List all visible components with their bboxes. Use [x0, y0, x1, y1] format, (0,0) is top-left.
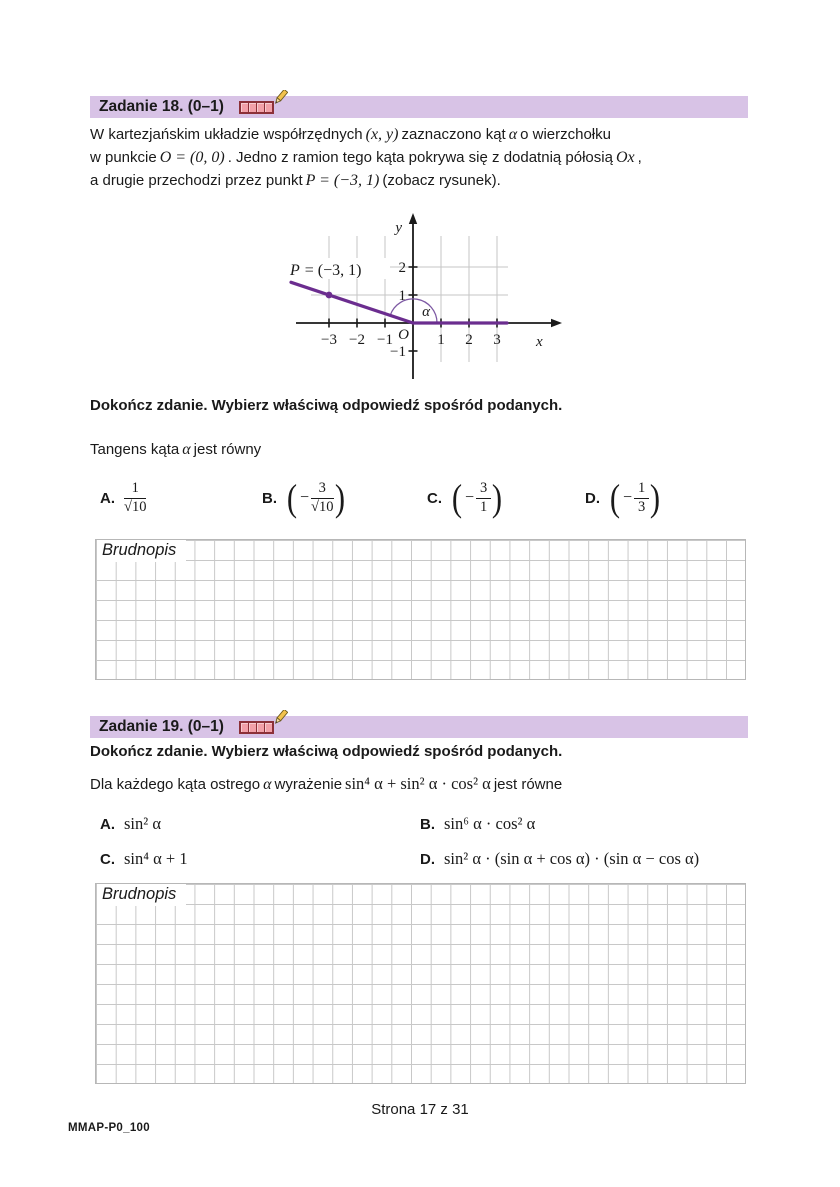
scratch-grid-task18	[95, 539, 746, 680]
scratch-label: Brudnopis	[97, 540, 186, 562]
minus-sign: −	[465, 489, 475, 506]
math-expression: sin⁴ α + sin² α · cos² α	[345, 774, 491, 793]
intro-line-1: W kartezjańskim układzie współrzędnych (x, y) zaznaczono kąt α o wierzchołku	[90, 126, 611, 143]
math-alpha: α	[508, 126, 518, 143]
fraction: $\frac{1}{√10}$	[124, 479, 147, 515]
task19-answers	[90, 813, 748, 870]
answer-label: A.	[100, 489, 115, 507]
task18-header	[90, 96, 748, 118]
point-p-label: P = (−3, 1)	[290, 262, 362, 279]
minus-sign: −	[300, 489, 310, 506]
math-alpha: α	[263, 776, 272, 793]
math-point-p: P = (−3, 1)	[305, 172, 380, 189]
answer-label: A.	[100, 815, 115, 833]
answer-option-d: D. ( − $\frac{1}{3}$ )	[585, 477, 661, 519]
form-code: MMAP-P0_100	[68, 1122, 150, 1134]
x-axis-arrow	[551, 319, 562, 327]
task19-header	[90, 716, 748, 738]
origin-label: O	[398, 327, 409, 343]
svg-text:−1: −1	[377, 332, 393, 348]
answer-label: C.	[100, 850, 115, 868]
minus-sign: −	[623, 489, 633, 506]
sqrt-sign: √	[311, 498, 319, 515]
x-tick-labels	[321, 332, 501, 348]
y-axis-arrow	[409, 213, 417, 224]
fraction: $\frac{1}{3}$	[634, 481, 649, 516]
svg-text:−1: −1	[390, 344, 406, 360]
intro-line-3: a drugie przechodzi przez punkt P = (−3, 1) (zobacz rysunek).	[90, 172, 501, 189]
answer-option-b: B. ( − $\frac{3}{√10}$ )	[262, 477, 345, 519]
task18-title: Zadanie 18. (0–1)	[99, 98, 224, 115]
svg-text:−3: −3	[321, 332, 337, 348]
page-content	[90, 0, 748, 1084]
math-alpha: α	[182, 441, 191, 458]
angle-alpha-label: α	[422, 304, 430, 320]
answer-option-c	[100, 849, 420, 869]
answer-expression: sin² α	[124, 814, 161, 833]
svg-text:3: 3	[493, 332, 501, 348]
figure-coordinate-plane	[280, 203, 580, 388]
fraction: $\frac{3}{√10}$	[311, 479, 334, 515]
fraction: $\frac{3}{1}$	[476, 481, 491, 516]
math-xy: (x, y)	[365, 126, 399, 143]
axes	[296, 222, 553, 379]
answer-label: B.	[262, 489, 277, 507]
answer-card-cells	[239, 101, 274, 114]
svg-text:2: 2	[398, 260, 406, 276]
ray-through-p	[291, 282, 413, 323]
page-number: Strona 17 z 31	[371, 1101, 469, 1118]
y-axis-label: y	[395, 220, 402, 236]
coordinate-plane-svg	[280, 203, 580, 388]
task19-section	[90, 716, 748, 1084]
answer-card-cells	[239, 721, 274, 734]
answer-option-a	[100, 814, 420, 834]
intro-line-2: w punkcie O = (0, 0) . Jedno z ramion tego kąta pokrywa się z dodatnią półosią Ox ,	[90, 149, 642, 166]
task18-intro	[90, 123, 748, 192]
answer-label: B.	[420, 815, 435, 833]
svg-text:1: 1	[437, 332, 445, 348]
answer-card-icon	[239, 721, 274, 734]
task18-answers	[90, 473, 748, 523]
task19-question: Dla każdego kąta ostrego α wyrażenie sin⁴ α + sin² α · cos² α jest równe	[90, 774, 563, 793]
x-axis-label: x	[536, 334, 543, 350]
math-origin: O = (0, 0)	[159, 149, 225, 166]
answer-option-b	[420, 814, 535, 834]
pencil-icon	[271, 90, 288, 107]
answer-label: D.	[585, 489, 600, 507]
answer-label: D.	[420, 850, 435, 868]
sqrt-sign: √	[124, 498, 132, 515]
answer-label: C.	[427, 489, 442, 507]
task18-question: Tangens kąta α jest równy	[90, 441, 262, 458]
math-ox: Ox	[615, 149, 635, 166]
svg-text:2: 2	[465, 332, 473, 348]
answer-option-a	[100, 481, 262, 516]
answer-option-c: C. ( − $\frac{3}{1}$ )	[427, 477, 503, 519]
task19-title: Zadanie 19. (0–1)	[99, 718, 224, 735]
pencil-icon	[271, 710, 288, 727]
answer-expression: sin⁶ α · cos² α	[444, 814, 536, 833]
svg-text:−2: −2	[349, 332, 365, 348]
task18-section	[90, 96, 748, 680]
point-p	[326, 292, 333, 299]
answer-expression: sin⁴ α + 1	[124, 849, 188, 868]
scratch-grid-task19	[95, 883, 746, 1084]
scratch-label: Brudnopis	[97, 884, 186, 906]
task19-instruction: Dokończ zdanie. Wybierz właściwą odpowiedź spośród podanych.	[90, 743, 563, 760]
svg-text:1: 1	[398, 288, 406, 304]
answer-card-icon	[239, 101, 274, 114]
answer-expression: sin² α · (sin α + cos α) · (sin α − cos α)	[444, 849, 700, 868]
answer-option-d	[420, 849, 699, 869]
task18-instruction: Dokończ zdanie. Wybierz właściwą odpowiedź spośród podanych.	[90, 397, 563, 414]
